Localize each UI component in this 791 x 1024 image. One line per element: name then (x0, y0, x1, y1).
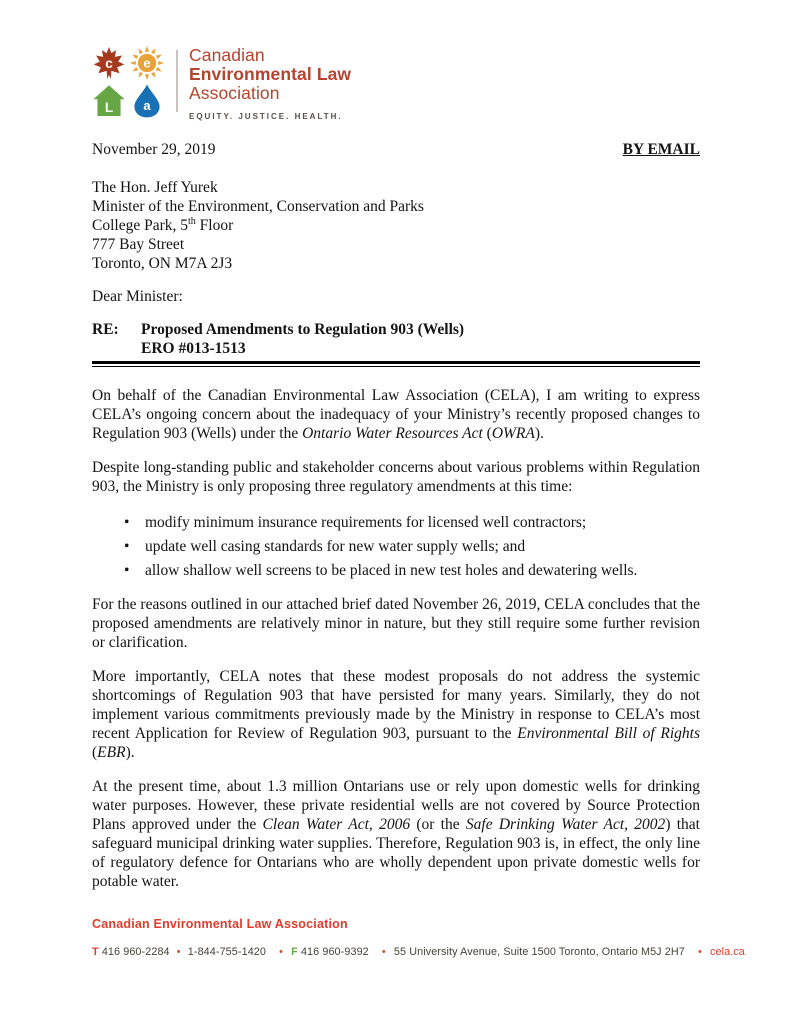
re-subject-line2: ERO #013-1513 (141, 340, 246, 357)
amendments-bullet-list (92, 513, 700, 580)
recipient-address (92, 178, 700, 273)
separator-dot: • (176, 946, 181, 958)
footer-org-name: Canadian Environmental Law Association (92, 917, 348, 931)
paragraph-2: Despite long-standing public and stakeholder concerns about various problems within Regulation 903, the Ministry is only proposing three regulatory amendments at this time: (92, 459, 700, 495)
svg-text:c: c (105, 55, 113, 71)
logo-name-line3: Association (189, 83, 280, 103)
subject-divider-rule (92, 361, 700, 367)
svg-text:e: e (143, 55, 151, 71)
phone-label: T (92, 946, 99, 958)
maple-leaf-icon (92, 46, 126, 80)
re-subject-block (92, 320, 700, 367)
separator-dot: • (697, 946, 702, 958)
bullet-item: • allow shallow well screens to be placed in new test holes and dewatering wells. (92, 561, 700, 580)
letter-date: November 29, 2019 (92, 141, 216, 158)
dateline (92, 140, 700, 159)
delivery-method: BY EMAIL (622, 141, 700, 158)
paragraph-5: At the present time, about 1.3 million Ontarians use or rely upon domestic wells for drinking water purposes. However, these private residential wells are not covered by Source Protection Plans approved under the Clean Water Act, 2006 (or the Safe Drinking Water Act, 2002) that safeguard municipal drinking water supplies. Therefore, Regulation 903 is, in effect, the only line of regulatory defence for Ontarians who are wholly dependent upon private domestic wells for potable water. (92, 778, 700, 890)
website-link[interactable]: cela.ca (709, 946, 745, 958)
ordinal-superscript: th (188, 215, 196, 227)
salutation: Dear Minister: (92, 288, 183, 305)
paragraph-4: More importantly, CELA notes that these modest proposals do not address the systemic shortcomings of Regulation 903 that have persisted for many years. Similarly, they do not implement various commitments previously made by the Ministry in response to CELA’s most recent Application for Review of Regulation 903, pursuant to the Environmental Bill of Rights (EBR). (92, 668, 700, 761)
svg-text:L: L (104, 99, 114, 115)
re-label: RE: (92, 321, 119, 338)
recipient-city: Toronto, ON M7A 2J3 (92, 255, 233, 272)
letterhead (92, 44, 700, 124)
logo-tagline: EQUITY. JUSTICE. HEALTH. (189, 112, 343, 121)
cela-logo-icons (92, 46, 164, 118)
logo-divider (176, 50, 178, 112)
paragraph-3: For the reasons outlined in our attached brief dated November 26, 2019, CELA concludes that the proposed amendments are relatively minor in nature, but they still require some further revision or clarification. (92, 596, 700, 651)
letterhead-footer (92, 915, 745, 962)
cela-logo-text (189, 46, 351, 126)
fax-number: 416 960-9392 (300, 946, 369, 958)
phone-number-2: 1-844-755-1420 (187, 946, 267, 958)
fax-label: F (291, 946, 298, 958)
svg-text:a: a (143, 97, 151, 113)
recipient-title: Minister of the Environment, Conservation and Parks (92, 198, 424, 215)
footer-contact-line (92, 943, 745, 962)
recipient-name: The Hon. Jeff Yurek (92, 179, 218, 196)
recipient-floor: College Park, 5th Floor (92, 215, 234, 234)
paragraph-1: On behalf of the Canadian Environmental Law Association (CELA), I am writing to express CELA’s ongoing concern about the inadequacy of your Ministry’s recently proposed changes to Regulation 903 (Wells) under the Ontario Water Resources Act (OWRA). (92, 387, 700, 442)
house-icon (92, 84, 126, 118)
phone-number-1: 416 960-2284 (101, 946, 170, 958)
separator-dot: • (279, 946, 284, 958)
logo-name-line1: Canadian (189, 45, 265, 65)
logo-name-line2: Environmental Law (189, 64, 352, 84)
re-subject-lines (141, 320, 464, 358)
separator-dot: • (381, 946, 386, 958)
recipient-street: 777 Bay Street (92, 236, 185, 253)
bullet-item: • update well casing standards for new water supply wells; and (92, 537, 700, 556)
water-drop-icon (130, 84, 164, 118)
re-subject-line1: Proposed Amendments to Regulation 903 (Wells) (141, 321, 465, 338)
footer-address: 55 University Avenue, Suite 1500 Toronto, Ontario M5J 2H7 (393, 946, 685, 958)
sun-icon (130, 46, 164, 80)
bullet-item: • modify minimum insurance requirements for licensed well contractors; (92, 513, 700, 532)
